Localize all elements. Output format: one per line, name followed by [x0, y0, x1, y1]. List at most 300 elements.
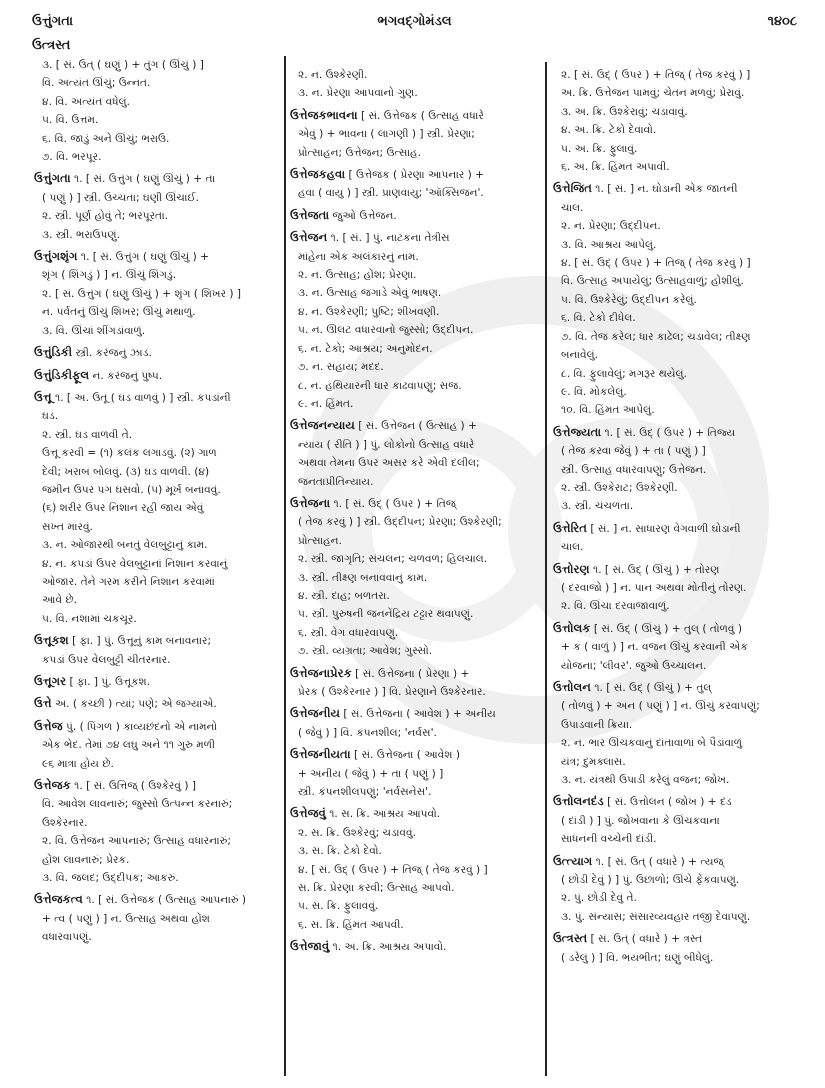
- definition-text: ૯૬ માત્રા હોય છે.: [42, 757, 114, 770]
- entry-line: [553, 889, 797, 907]
- entry-line: [34, 444, 278, 462]
- entry-line: [290, 532, 540, 550]
- entry-line: [34, 736, 278, 754]
- entry-line: [34, 285, 278, 303]
- definition-text: ૧. [ સં. ઉત્તુંગ ( ઘણું ઊંચું ) + તા: [74, 173, 216, 186]
- definition-text: ૫. સ્ત્રી. પુરુષની જનનેંદ્રિય ટટ્ટાર થવાપણું.: [298, 608, 474, 621]
- entry-first-line: [290, 66, 540, 84]
- entry-first-line: [34, 56, 278, 74]
- entry-line: [553, 103, 797, 121]
- dictionary-entry: [290, 937, 540, 956]
- definition-text: ૧. [ સં. ઉત્તિજ્ ( ઉશ્કેરવું ) ]: [74, 780, 197, 793]
- definition-text: ૧. [ સં. ઉત્તેજક ( ઉત્સાહ આપનારું ): [86, 894, 247, 907]
- entry-line: [553, 657, 797, 675]
- entry-line: [553, 479, 797, 497]
- definition-text: [ ફા. ] પું. ઉત્તૂકશ.: [69, 676, 151, 688]
- definition-text: ૫. અ. ક્રિ. ફુલાવું.: [561, 142, 638, 155]
- definition-text: એક ભેદ. તેમાં ૭૪ લઘુ અને ૧૧ ગુરુ મળી: [42, 739, 216, 752]
- entry-line: [553, 254, 797, 272]
- entry-line: [553, 328, 797, 346]
- definition-text: ઉત્તૂ કરવી = (૧) કલંક લગાડવું. (૨) ગાળ: [42, 447, 217, 460]
- entry-line: [553, 461, 797, 479]
- definition-text: બનાવેલું.: [561, 349, 598, 362]
- dictionary-entry: [290, 66, 540, 103]
- entry-line: [553, 908, 797, 926]
- definition-text: ૮. વિ. ફુલાવેલું; મગરૂર થયેલું.: [561, 367, 687, 380]
- entry-line: [34, 93, 278, 111]
- entry-first-line: [34, 694, 278, 713]
- dictionary-entry: [290, 165, 540, 203]
- definition-text: ૨. [ સં. ઉત્તુંગ ( ઘણું ઊંચું ) + શૃંગ ( શિખર ) ]: [42, 287, 242, 300]
- definition-text: પું. ( પિંગળ ) કાવ્યછંદનો એ નામનો: [65, 720, 218, 733]
- dictionary-entry: [34, 631, 278, 669]
- entry-line: [553, 579, 797, 597]
- entry-line: [553, 236, 797, 254]
- headword: ઉત્તેજિત: [553, 181, 592, 196]
- definition-text: ન. કરંજનું પુષ્પ.: [92, 369, 163, 382]
- entry-line: [553, 217, 797, 235]
- definition-text: ૪. [ સં. ઉદ્ ( ઉપર ) + તિજ્ ( તેજ કરવું ) ]: [561, 257, 751, 270]
- definition-text: ૨. ન. ઉશ્કેરણી.: [298, 69, 368, 81]
- definition-text: ૭. સ્ત્રી. વ્યગ્રતા; આવેશ; ગુસ્સો.: [298, 645, 433, 658]
- entry-line: [553, 346, 797, 364]
- definition-text: ( દાંડી ) ] પું. જોખવાના કે ઊંચકવાના: [561, 814, 720, 827]
- definition-text: પ્રોત્સાહન; ઉત્તેજન; ઉત્સાહ.: [298, 146, 421, 159]
- definition-text: ૨. સ. ક્રિ. ઉશ્કેરવું; ચડાવવું.: [298, 826, 416, 839]
- entry-first-line: [290, 165, 540, 184]
- entry-first-line: [553, 423, 797, 442]
- definition-text: દેવી; ખરાબ બોલવું. (૩) ઘડ વાળવી. (૪): [42, 465, 210, 478]
- definition-text: ૩. પું. સંન્યાસ; સંસારવ્યવહાર તજી દેવાપણું.: [561, 910, 751, 923]
- definition-text: જુઓ ઉત્તેજન.: [332, 209, 397, 222]
- definition-text: ૬. વિ. જાડું અને ઊંચું; ભરાઉ.: [42, 132, 170, 145]
- entry-first-line: [553, 792, 797, 811]
- entry-line: [34, 426, 278, 444]
- definition-text: ૧. [ સં. ઉદ્ ( ઉપર ) + તિજ્: [333, 497, 456, 510]
- definition-text: ૨. પું. છોડી દેવું તે.: [561, 892, 637, 905]
- dictionary-entry: [34, 366, 278, 385]
- dictionary-entry: [290, 228, 540, 413]
- headword: ઉત્તેજના: [290, 495, 331, 510]
- entry-line: [34, 869, 278, 887]
- entry-line: [34, 463, 278, 481]
- definition-text: ૩. સ્ત્રી. ભરાઉપણું.: [42, 228, 121, 241]
- definition-text: ૨. [ સં. ઉદ્ ( ઉપર ) + તિજ્ ( તેજ કરવું ) ]: [561, 69, 751, 81]
- headword: ઉત્તુંગશૃંગ: [34, 249, 78, 264]
- definition-text: ૨. વિ. ઊંચા દરવાજાવાળું.: [561, 600, 670, 613]
- dictionary-entry: [34, 169, 278, 244]
- definition-text: ૧. [ સં. ઉદ્ ( ઉપર ) + તિજ્ય: [604, 426, 736, 439]
- headword: ઉત્તૂકશ: [34, 633, 69, 648]
- entry-line: [34, 266, 278, 284]
- entry-line: [34, 795, 278, 813]
- definition-text: ( દરવાજો ) ] ન. પાન અથવા મોતીનું તોરણ.: [561, 581, 747, 594]
- definition-text: ૩. અ. ક્રિ. ઉશ્કેરાવું; ચડાવાવું.: [561, 105, 688, 118]
- column-2: [290, 66, 540, 960]
- definition-text: શૃંગ ( શિંગડું ) ] ન. ઊંચું શિંગડું.: [42, 269, 177, 282]
- entry-line: [34, 851, 278, 869]
- headword: ઉત્તેજનન્યાય: [290, 418, 355, 433]
- definition-text: ૪. અ. ક્રિ. ટેકો દેવાવો.: [561, 124, 657, 137]
- entry-line: [290, 642, 540, 660]
- entry-line: [34, 610, 278, 628]
- dictionary-entry: [553, 792, 797, 848]
- definition-text: સ્ત્રી. કંપનશીલપણું; 'નર્વસનેસ'.: [298, 786, 432, 799]
- definition-text: ૩. ન. પ્રેરણા આપવાનો ગુણ.: [298, 87, 418, 100]
- definition-text: ૧૦. વિ. હિંમત આપેલું.: [561, 404, 655, 417]
- headword: ઉત્તુંડિકીફૂલ: [34, 367, 90, 382]
- entry-line: [34, 928, 278, 946]
- entry-line: [34, 407, 278, 425]
- definition-text: સ્ત્રી. કરંજનું ઝાડ.: [75, 347, 152, 360]
- definition-text: [ ઉત્તેજક ( પ્રેરણા આપનાર ) +: [348, 169, 485, 182]
- definition-text: [ સં. ઉત્તેજન ( ઉત્સાહ ) +: [358, 420, 477, 433]
- headword: ઉત્તેજતા: [290, 207, 330, 222]
- entry-line: [553, 497, 797, 515]
- dictionary-entry: [553, 560, 797, 616]
- definition-text: ઓજાર. તેને ગરમ કરીને નિશાન કરવામાં: [42, 575, 215, 588]
- definition-text: ૪. સ્ત્રી. દાહ; બળતરા.: [298, 589, 390, 602]
- entry-line: [34, 651, 278, 669]
- dictionary-entry: [34, 388, 278, 628]
- dictionary-entry: [290, 745, 540, 801]
- definition-text: ૯. વિ. મોકલેલું.: [561, 385, 627, 398]
- entry-line: [290, 84, 540, 102]
- entry-first-line: [34, 343, 278, 362]
- definition-text: ૪. ન. કપડાં ઉપર વેલબુટ્ટાનાં નિશાન કરવાનું: [42, 557, 228, 570]
- entry-line: [553, 753, 797, 771]
- definition-text: જનતાપ્રીતિન્યાય.: [298, 475, 374, 488]
- right-guide-word: ઉત્ત્રસ્ત: [32, 38, 71, 53]
- definition-text: ૧. [ સં. ] પું. નાટકના તેત્રીસ: [330, 232, 450, 245]
- entry-first-line: [290, 804, 540, 823]
- entry-line: [553, 949, 797, 967]
- dictionary-entry: [290, 106, 540, 162]
- definition-text: ન. પર્વતનું ઊંચું શિખર; ઊંચું મથાળું.: [42, 306, 196, 319]
- entry-line: [34, 518, 278, 536]
- entry-line: [290, 550, 540, 568]
- entry-line: [290, 144, 540, 162]
- entry-line: [290, 284, 540, 302]
- definition-text: ૬. વિ. ટેકો દીધેલ.: [561, 312, 636, 325]
- headword: ઉત્તેજ્યતા: [553, 424, 602, 439]
- headword: ઉત્તેજનીય: [290, 706, 341, 721]
- column-divider: [284, 56, 286, 1076]
- entry-line: [553, 597, 797, 615]
- dictionary-entry: [553, 852, 797, 927]
- entry-line: [290, 358, 540, 376]
- definition-text: ૧. [ સં. ઉદ્ ( ઊંચું ) + તુલ્: [594, 682, 712, 694]
- definition-text: ૫. વિ. ઉશ્કેરેલું; ઉદ્દીપન કરેલું.: [561, 293, 697, 306]
- entry-first-line: [290, 494, 540, 513]
- definition-text: ૩. [ સં. ઉત્ ( ઘણું ) + તુંગ ( ઊંચું ) ]: [42, 59, 204, 71]
- definition-text: ૪. ન. ઉશ્કેરણી; પુષ્ટિ; શીખવણી.: [298, 305, 440, 318]
- definition-text: વિ. આવેશ લાવનારું; જુસ્સો ઉત્પન્ન કરનારું;: [42, 798, 233, 811]
- headword: ઉત્તોલન: [553, 680, 591, 694]
- definition-text: ૨. સ્ત્રી. ઘડ વાળવી તે.: [42, 428, 133, 441]
- definition-text: [ ફા. ] પું. ઉત્તૂનું કામ બનાવનાર;: [72, 635, 212, 648]
- headword: ઉત્તેજક: [34, 778, 71, 793]
- entry-line: [34, 536, 278, 554]
- entry-line: [290, 605, 540, 623]
- definition-text: ૩. ન. ઓજારથી બનતું વેલબુટ્ટાનું કામ.: [42, 539, 208, 552]
- entry-line: [290, 842, 540, 860]
- headword: ઉત્તેજનાપ્રેરક: [290, 665, 352, 680]
- headword: ઉત્તોરણ: [553, 561, 590, 576]
- definition-text: હવા ( વાયુ ) ] સ્ત્રી. પ્રાણવાયુ; 'ઑક્સિજન'.: [298, 187, 484, 200]
- dictionary-entry: [34, 717, 278, 773]
- definition-text: ઉશ્કેરનાર.: [42, 816, 88, 829]
- definition-text: ૪. [ સં. ઉદ્ ( ઉપર ) + તિજ્ ( તેજ કરવું ) ]: [298, 863, 488, 876]
- headword: ઉત્તોલક: [553, 620, 591, 635]
- entry-first-line: [290, 228, 540, 247]
- definition-text: [ સં. ઉત્તેજક ( ઉત્સાહ વધારે: [360, 109, 484, 122]
- entry-line: [290, 879, 540, 897]
- headword: ઉત્તેજકત્વ: [34, 892, 83, 907]
- entry-line: [34, 499, 278, 517]
- headword: ઉત્તેજવું: [290, 806, 326, 821]
- entry-line: [553, 734, 797, 752]
- entry-line: [34, 189, 278, 207]
- definition-text: + ક ( વાળું ) ] ન. વજન ઊંચું કરવાની એક: [561, 641, 748, 654]
- definition-text: અ. ક્રિ. ઉત્તેજન પામવું; ચેતન મળવું; પ્રેરાવું.: [561, 87, 745, 100]
- definition-text: + ત્વ ( પણું ) ] ન. ઉત્સાહ અથવા હોંશ: [42, 912, 210, 925]
- entry-line: [34, 111, 278, 129]
- entry-line: [290, 436, 540, 454]
- definition-text: ૩. ન. ઉત્સાહ જગાડે એવું ભાષણ.: [298, 287, 442, 300]
- definition-text: [ સં. ઉત્તોલન ( જોખ ) + દંડ: [607, 796, 732, 809]
- page-number: ૧૪૦૮: [767, 14, 797, 29]
- definition-text: જમીન ઉપર પગ ઘસવો. (૫) મૂર્ખ બનાવવું.: [42, 483, 221, 496]
- entry-line: [290, 340, 540, 358]
- entry-first-line: [34, 247, 278, 266]
- headword: ઉત્તેજન: [290, 230, 328, 245]
- entry-line: [34, 148, 278, 166]
- definition-text: + અનીય ( જેવું ) + તા ( પણું ) ]: [298, 767, 444, 780]
- definition-text: ૭. ન. સહાય; મદદ.: [298, 361, 384, 374]
- definition-text: ૩. સ. ક્રિ. ટેકો દેવો.: [298, 845, 382, 858]
- headword: ઉત્તુંગતા: [34, 171, 71, 186]
- entry-line: [290, 395, 540, 413]
- entry-first-line: [290, 704, 540, 723]
- entry-line: [34, 814, 278, 832]
- entry-first-line: [553, 560, 797, 579]
- dictionary-entry: [34, 343, 278, 362]
- entry-line: [34, 226, 278, 244]
- headword: ઉત્તેજકહવા: [290, 167, 346, 182]
- entry-line: [553, 121, 797, 139]
- entry-first-line: [290, 416, 540, 435]
- definition-text: સખ્ત મારવું.: [42, 520, 93, 533]
- entry-line: [34, 755, 278, 773]
- definition-text: ૩. વિ. ઊંચાં શીંગડાંવાળું.: [42, 324, 146, 337]
- definition-text: ( જેવું ) ] વિ. કંપનશીલ; 'નર્વસ'.: [298, 726, 437, 739]
- headword: ઉત્તોલનદંડ: [553, 794, 604, 809]
- definition-text: ૩. વિ. જલદ; ઉદ્દીપક; આકરું.: [42, 872, 179, 885]
- dictionary-entry: [34, 776, 278, 887]
- definition-text: ( તોળવું ) + અન ( પણું ) ] ન. ઊંચું કરવાપણું;: [561, 700, 760, 713]
- entry-first-line: [553, 519, 797, 538]
- dictionary-entry: [34, 672, 278, 691]
- entry-line: [290, 266, 540, 284]
- definition-text: ( ડરેલું ) ] વિ. ભયભીત; ઘણું બીધેલું.: [561, 951, 714, 964]
- headword: ઉત્તેજાવું: [290, 939, 330, 954]
- headword: ઉત્તેજકભાવના: [290, 107, 358, 122]
- entry-line: [290, 783, 540, 801]
- entry-line: [290, 513, 540, 531]
- definition-text: વિ. ઉત્સાહ અપાયેલું; ઉત્સાહવાળું; હોંશીલું.: [561, 275, 744, 288]
- definition-text: એવું ) + ભાવના ( લાગણી ) ] સ્ત્રી. પ્રેરણા;: [298, 128, 475, 141]
- entry-first-line: [290, 106, 540, 125]
- entry-line: [553, 697, 797, 715]
- entry-line: [290, 765, 540, 783]
- definition-text: ૪. વિ. અત્યંત વધેલું.: [42, 95, 131, 108]
- dictionary-entry: [290, 206, 540, 225]
- definition-text: ૨. સ્ત્રી. ઉશ્કેરાટ; ઉશ્કેરણી.: [561, 481, 678, 494]
- definition-text: ચાલ.: [561, 541, 584, 554]
- definition-text: [ સં. ઉત્તેજના ( આવેશ ) + અનીય: [343, 708, 496, 721]
- definition-text: ચાલ.: [561, 201, 584, 214]
- headword: ઉત્તૂગર: [34, 674, 67, 688]
- definition-text: યોજના; 'લીવર'. જુઓ ઉચ્ચાલન.: [561, 659, 707, 672]
- definition-text: (૬) શરીર ઉપર નિશાન રહી જાય એવું: [42, 502, 204, 515]
- entry-line: [290, 125, 540, 143]
- headword: ઉત્તે: [34, 696, 52, 711]
- definition-text: હોંશ લાવનારું; પ્રેરક.: [42, 853, 130, 866]
- definition-text: ૧. [ અ. ઉતૂ ( ઘડ વાળવું ) ] સ્ત્રી. કપડાંની: [55, 391, 231, 404]
- entry-first-line: [34, 366, 278, 385]
- dictionary-entry: [553, 519, 797, 557]
- entry-line: [553, 401, 797, 419]
- headword: ઉત્તુંડિકી: [34, 345, 73, 360]
- entry-line: [290, 321, 540, 339]
- definition-text: ઉપાડવાની ક્રિયા.: [561, 718, 633, 731]
- entry-line: [34, 130, 278, 148]
- dictionary-entry: [553, 929, 797, 967]
- entry-first-line: [553, 619, 797, 638]
- definition-text: ( છોડી દેવું ) ] પું. ઉછાળો; ઊંચે ફેંકવાપણું.: [561, 874, 740, 887]
- entry-line: [290, 683, 540, 701]
- entry-line: [34, 74, 278, 92]
- column-1: [34, 56, 278, 950]
- entry-line: [290, 248, 540, 266]
- entry-first-line: [553, 179, 797, 198]
- definition-text: ૫. સ. ક્રિ. ફુલાવવું.: [298, 900, 379, 913]
- definition-text: ( પણું ) ] સ્ત્રી. ઉચ્ચતા; ઘણી ઊંચાઈ.: [42, 191, 200, 204]
- entry-line: [553, 309, 797, 327]
- entry-line: [290, 897, 540, 915]
- dictionary-entry: [553, 619, 797, 675]
- dictionary-entry: [553, 678, 797, 789]
- definition-text: ૨. ન. પ્રેરણા; ઉદ્દીપન.: [561, 220, 661, 233]
- dictionary-entry: [553, 66, 797, 176]
- entry-line: [290, 569, 540, 587]
- entry-line: [553, 442, 797, 460]
- definition-text: ૨. સ્ત્રી. પૂર્ણ હોવું તે; ભરપૂરતા.: [42, 210, 169, 223]
- definition-text: ઘડ.: [42, 410, 59, 423]
- dictionary-entry: [290, 664, 540, 702]
- definition-text: ૭. વિ. ભરપૂર.: [42, 151, 102, 164]
- entry-line: [553, 830, 797, 848]
- definition-text: [ સં. ઉત્તેજના ( આવેશ ): [353, 749, 460, 762]
- definition-text: ૬. ન. ટેકો; આશ્રય; અનુમોદન.: [298, 342, 433, 355]
- definition-text: ૧. અ. ક્રિ. આશ્રય અપાવો.: [332, 941, 447, 954]
- entry-first-line: [290, 206, 540, 225]
- entry-line: [553, 84, 797, 102]
- definition-text: ( તેજ કરવા જેવું ) + તા ( પણું ) ]: [561, 445, 706, 458]
- definition-text: ૧. સ. ક્રિ. આશ્રય આપવો.: [329, 808, 441, 821]
- definition-text: ૮. ન. હથિયારની ધાર કાઢવાપણું; સજ.: [298, 379, 462, 392]
- entry-line: [553, 538, 797, 556]
- definition-text: પ્રેરક ( ઉશ્કેરનાર ) ] વિ. પ્રેરણાને ઉશ્કેરનાર.: [298, 686, 486, 698]
- definition-text: ૯. ન. હિંમત.: [298, 397, 354, 410]
- entry-first-line: [290, 664, 540, 683]
- entry-line: [290, 473, 540, 491]
- dictionary-entry: [34, 694, 278, 713]
- definition-text: સ. ક્રિ. પ્રેરણા કરવી; ઉત્સાહ આપવો.: [298, 882, 455, 895]
- entry-line: [34, 303, 278, 321]
- dictionary-entry: [290, 494, 540, 661]
- entry-line: [553, 771, 797, 789]
- dictionary-entry: [290, 416, 540, 491]
- entry-line: [553, 140, 797, 158]
- headword: ઉત્તેજનીયતા: [290, 747, 351, 762]
- entry-first-line: [34, 776, 278, 795]
- definition-text: યંત્ર; દુમક્લાસ.: [561, 755, 626, 768]
- definition-text: [ સં. ઉદ્ ( ઊંચું ) + તુલ્ ( તોળવું ): [593, 622, 742, 635]
- entry-line: [290, 916, 540, 934]
- definition-text: ૫. ન. ઊલટ વધારવાનો જુસ્સો; ઉદ્દીપન.: [298, 324, 474, 337]
- definition-text: અથવા તેમના ઉપર અસર કરે એવી દલીલ;: [298, 457, 480, 470]
- entry-line: [34, 555, 278, 573]
- entry-first-line: [34, 672, 278, 691]
- definition-text: ૨. ન. ઉત્સાહ; હોંશ; પ્રેરણા.: [298, 269, 417, 282]
- headword: ઉત્તૂ: [34, 389, 52, 404]
- definition-text: ૧. [ સં. ઉત્ ( વધારે ) + ત્યજ્: [595, 855, 724, 868]
- entry-line: [553, 272, 797, 290]
- entry-line: [553, 638, 797, 656]
- entry-first-line: [34, 388, 278, 407]
- page-header: [32, 14, 797, 38]
- entry-line: [34, 573, 278, 591]
- entry-first-line: [553, 852, 797, 871]
- entry-line: [290, 624, 540, 642]
- entry-first-line: [34, 631, 278, 650]
- entry-line: [34, 481, 278, 499]
- headword: ઉત્ત્રસ્ત: [553, 931, 588, 946]
- definition-text: [ સં. ] ન. સાધારણ વેગવાળી ઘોડાની: [590, 522, 741, 535]
- definition-text: વિ. અત્યંત ઊંચું; ઉન્નત.: [42, 77, 151, 90]
- entry-first-line: [553, 678, 797, 697]
- dictionary-entry: [290, 804, 540, 934]
- entry-first-line: [553, 929, 797, 948]
- dictionary-entry: [34, 247, 278, 340]
- definition-text: [ સં. ઉત્તેજના ( પ્રેરણા ) +: [355, 667, 470, 680]
- entry-line: [290, 824, 540, 842]
- entry-line: [34, 591, 278, 609]
- entry-first-line: [34, 890, 278, 909]
- definition-text: ૫. વિ. નશામાં ચકચૂર.: [42, 612, 137, 625]
- entry-line: [290, 724, 540, 742]
- page-title: ભગવદ્ગોમંડલ: [377, 14, 452, 29]
- entry-line: [290, 587, 540, 605]
- entry-line: [290, 184, 540, 202]
- entry-line: [553, 812, 797, 830]
- column-3: [553, 66, 797, 970]
- left-guide-word: ઉત્તુંગતા: [32, 14, 74, 29]
- headword: ઉત્તેરિત: [553, 520, 587, 535]
- entry-line: [34, 832, 278, 850]
